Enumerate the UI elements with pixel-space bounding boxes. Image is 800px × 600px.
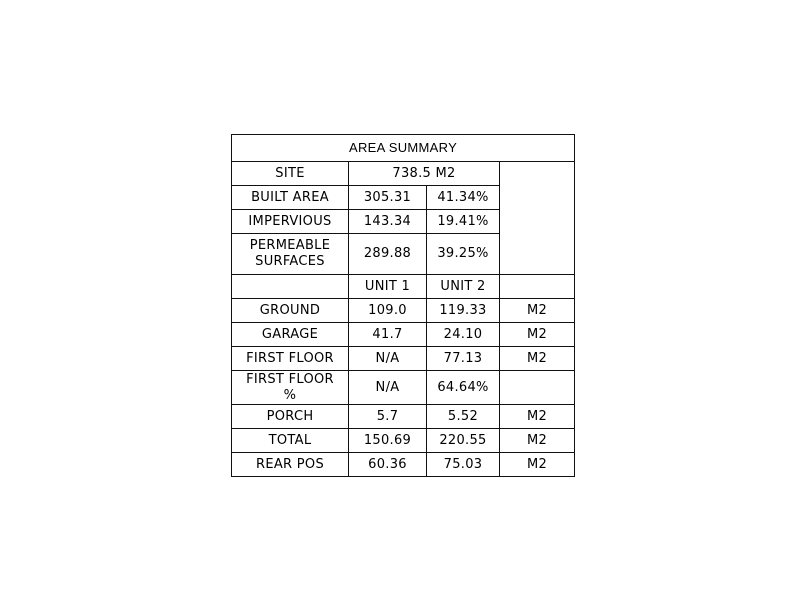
row-label: FIRST FLOOR xyxy=(232,347,349,371)
unit2-value: 77.13 xyxy=(427,347,500,371)
row-unit: M2 xyxy=(500,405,575,429)
row-unit: M2 xyxy=(500,299,575,323)
units-header-row xyxy=(232,275,575,299)
unit1-value: 150.69 xyxy=(349,429,427,453)
row-label: GROUND xyxy=(232,299,349,323)
row-label: REAR POS xyxy=(232,453,349,477)
coverage-percent: 41.34% xyxy=(427,186,500,210)
coverage-blank-cell xyxy=(500,162,575,275)
coverage-label: IMPERVIOUS xyxy=(232,210,349,234)
unit1-value: 109.0 xyxy=(349,299,427,323)
row-unit: M2 xyxy=(500,323,575,347)
table-row xyxy=(232,405,575,429)
coverage-percent: 19.41% xyxy=(427,210,500,234)
row-label: GARAGE xyxy=(232,323,349,347)
row-unit: M2 xyxy=(500,347,575,371)
row-label-line: FIRST FLOOR xyxy=(246,371,334,387)
table-row xyxy=(232,323,575,347)
unit2-value: 119.33 xyxy=(427,299,500,323)
coverage-label: BUILT AREA xyxy=(232,186,349,210)
unit1-value: 41.7 xyxy=(349,323,427,347)
row-unit: M2 xyxy=(500,429,575,453)
table-row xyxy=(232,453,575,477)
table-row xyxy=(232,371,575,405)
unit2-value: 64.64% xyxy=(427,371,500,405)
site-value: 738.5 M2 xyxy=(349,162,500,186)
row-unit: M2 xyxy=(500,453,575,477)
coverage-area: 289.88 xyxy=(349,234,427,275)
coverage-area: 305.31 xyxy=(349,186,427,210)
title-row xyxy=(232,135,575,162)
unit2-value: 5.52 xyxy=(427,405,500,429)
unit2-header: UNIT 2 xyxy=(427,275,500,299)
units-header-blank xyxy=(500,275,575,299)
row-label: TOTAL xyxy=(232,429,349,453)
coverage-label-line: PERMEABLE xyxy=(249,238,331,253)
table-row xyxy=(232,347,575,371)
unit1-value: 5.7 xyxy=(349,405,427,429)
unit1-value: N/A xyxy=(349,371,427,405)
site-row xyxy=(232,162,575,186)
unit2-value: 220.55 xyxy=(427,429,500,453)
unit1-header: UNIT 1 xyxy=(349,275,427,299)
row-label: PORCH xyxy=(232,405,349,429)
table-title: AREA SUMMARY xyxy=(232,135,575,162)
coverage-label-line: SURFACES xyxy=(255,254,325,269)
unit1-value: N/A xyxy=(349,347,427,371)
units-header-blank xyxy=(232,275,349,299)
row-label-line: % xyxy=(283,387,297,403)
area-summary-table xyxy=(231,134,575,477)
unit2-value: 24.10 xyxy=(427,323,500,347)
row-unit xyxy=(500,371,575,405)
unit2-value: 75.03 xyxy=(427,453,500,477)
site-label: SITE xyxy=(232,162,349,186)
table-row xyxy=(232,429,575,453)
coverage-percent: 39.25% xyxy=(427,234,500,275)
row-label xyxy=(232,371,349,405)
unit1-value: 60.36 xyxy=(349,453,427,477)
coverage-label xyxy=(232,234,349,275)
coverage-area: 143.34 xyxy=(349,210,427,234)
table-row xyxy=(232,299,575,323)
